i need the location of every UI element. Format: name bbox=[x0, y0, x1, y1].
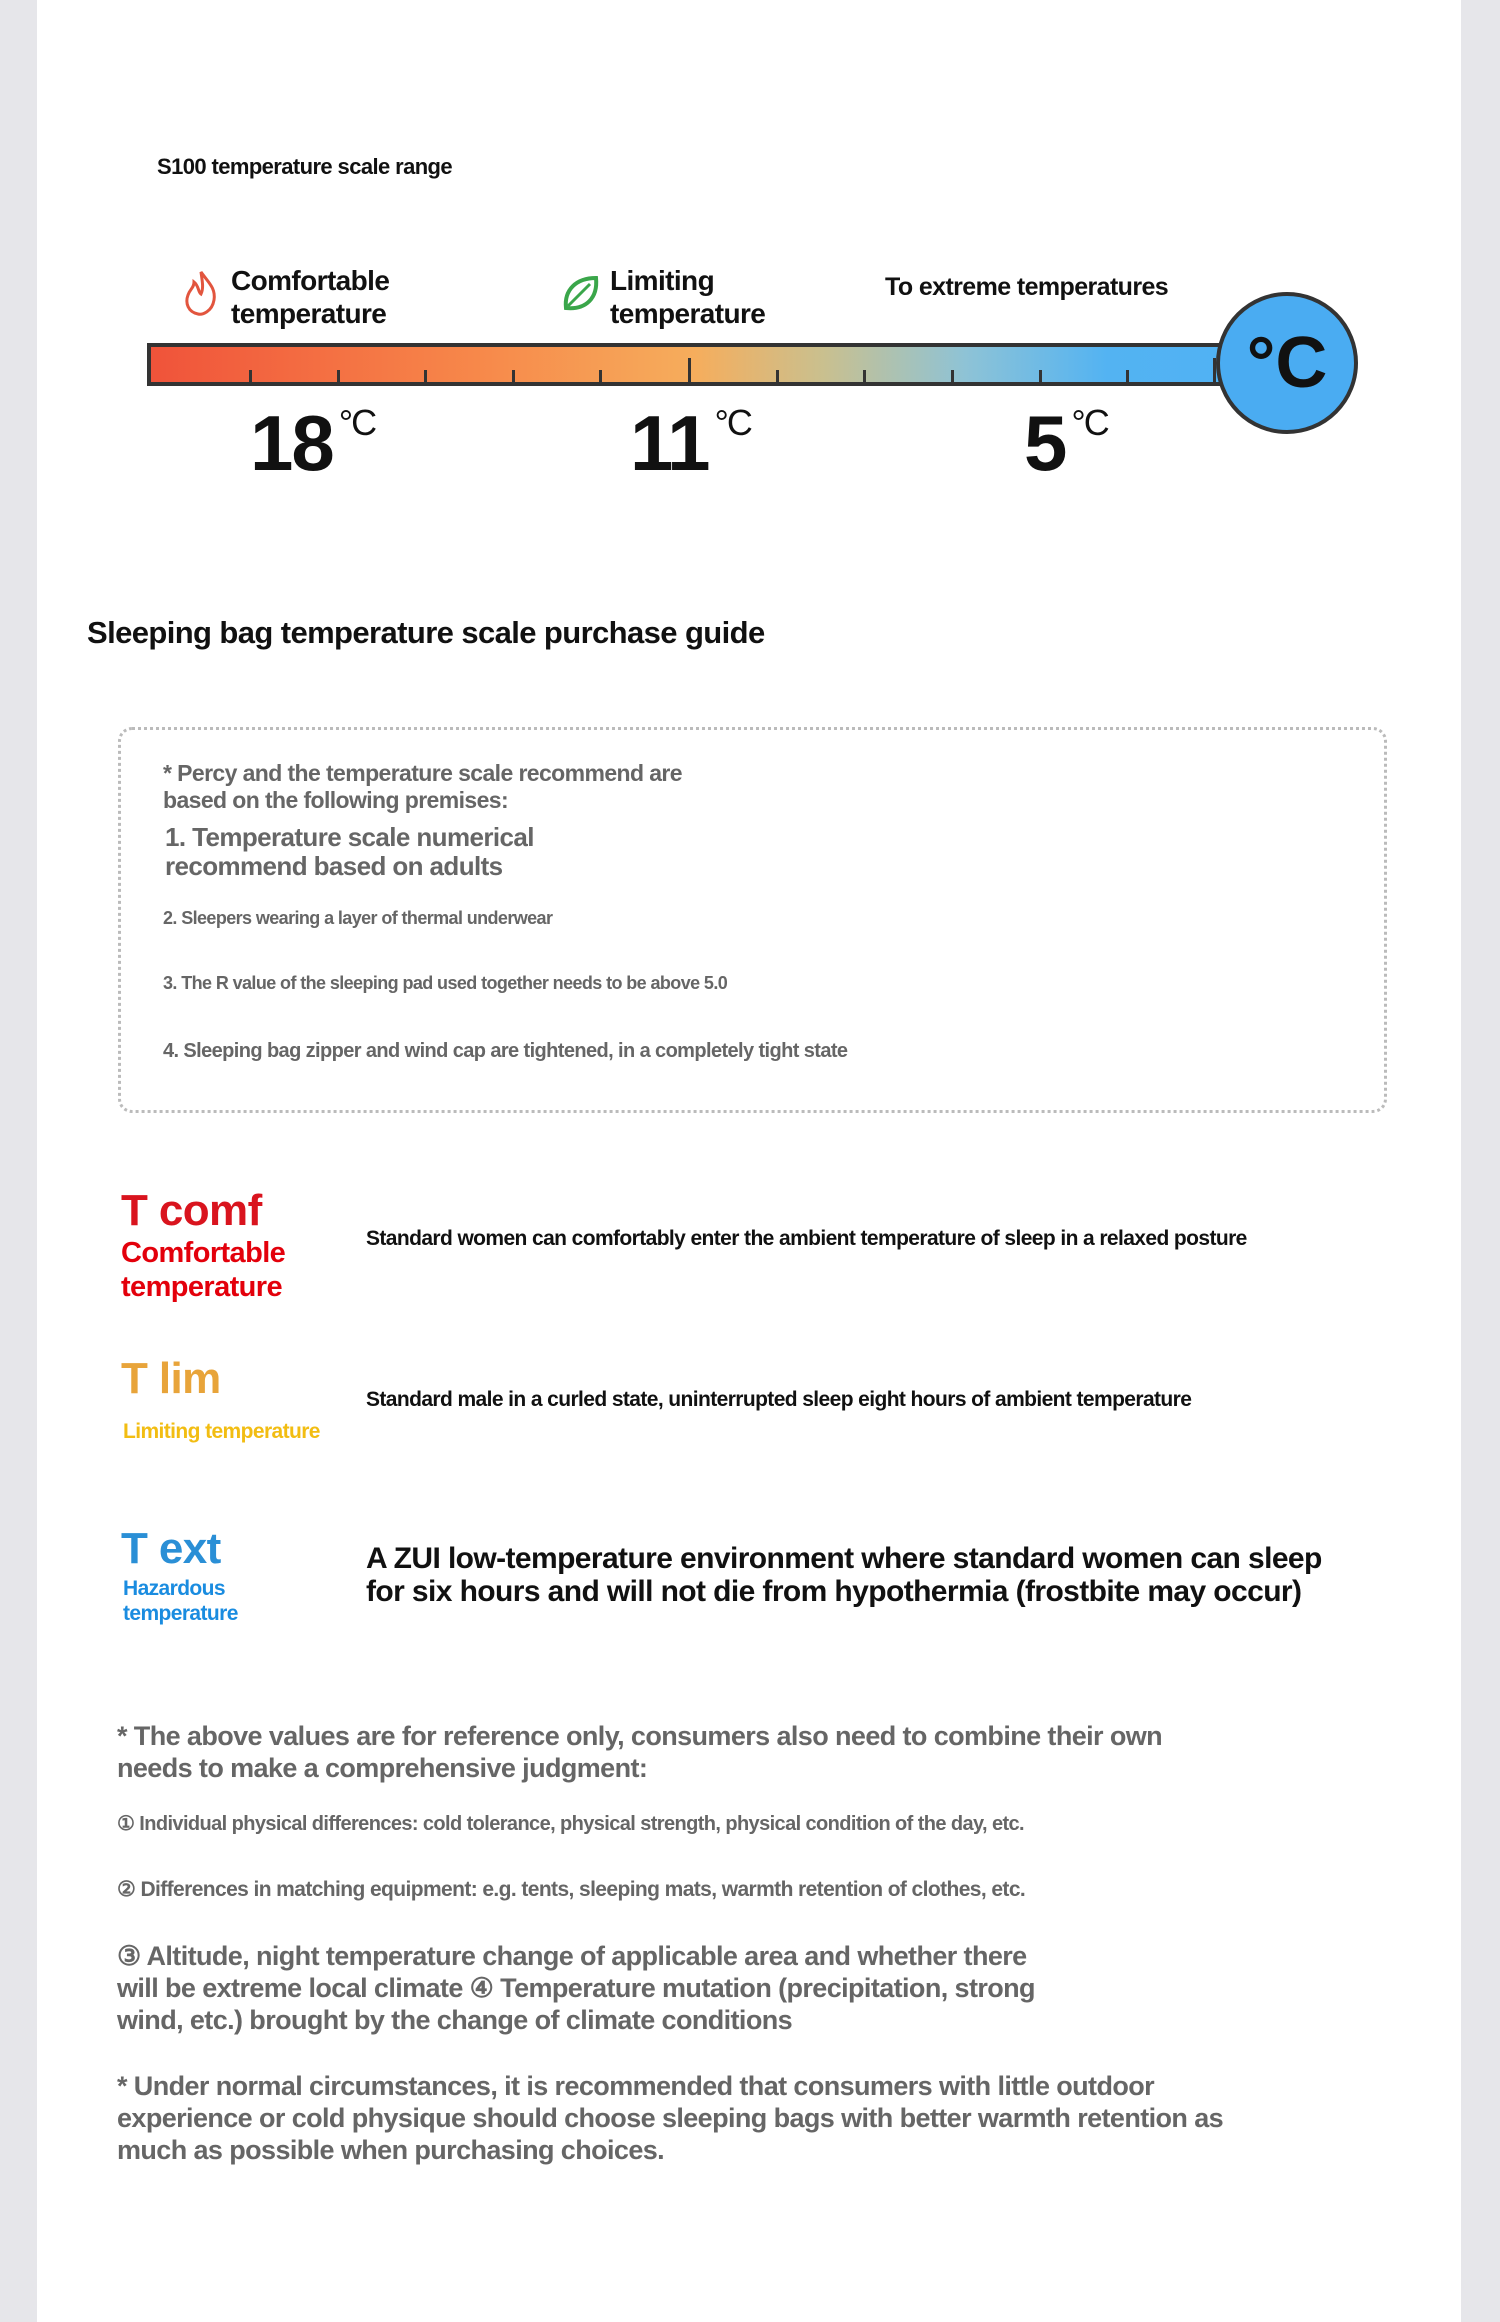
t-comf-code: T comf bbox=[121, 1186, 262, 1235]
scale-title: S100 temperature scale range bbox=[157, 154, 453, 179]
premise-3: 3. The R value of the sleeping pad used together needs to be above 5.0 bbox=[163, 973, 728, 993]
tick bbox=[424, 370, 427, 382]
t-lim-name: Limiting temperature bbox=[123, 1420, 320, 1443]
celsius-icon: °C bbox=[1246, 323, 1328, 403]
premise-intro: * Percy and the temperature scale recommend are based on the following premises: bbox=[163, 760, 682, 813]
t-lim-description: Standard male in a curled state, uninterrupted sleep eight hours of ambient temperature bbox=[366, 1388, 1192, 1411]
t-comf-description: Standard women can comfortably enter the ambient temperature of sleep in a relaxed posture bbox=[366, 1227, 1247, 1250]
tick bbox=[776, 370, 779, 382]
tick bbox=[1039, 370, 1042, 382]
tick bbox=[599, 370, 602, 382]
premise-1: 1. Temperature scale numerical recommend based on adults bbox=[165, 822, 534, 881]
t-ext-code: T ext bbox=[121, 1524, 221, 1573]
notes-intro: * The above values are for reference only, consumers also need to combine their own needs to make a comprehensive judgment: bbox=[117, 1721, 1163, 1783]
t-comf-name: Comfortable temperature bbox=[121, 1237, 286, 1303]
premise-2: 2. Sleepers wearing a layer of thermal underwear bbox=[163, 908, 553, 928]
premise-4: 4. Sleeping bag zipper and wind cap are tightened, in a completely tight state bbox=[163, 1040, 848, 1062]
marker-11: 11 $^{^\circ C}$ bbox=[630, 399, 751, 487]
note-item-1: ① Individual physical differences: cold tolerance, physical strength, physical condition of the day, etc. bbox=[117, 1813, 1025, 1835]
tick bbox=[512, 370, 515, 382]
tick bbox=[688, 358, 691, 382]
limiting-temperature-label: Limiting temperature bbox=[610, 265, 766, 329]
leaf-icon bbox=[560, 272, 602, 314]
thermometer-bar bbox=[147, 343, 1237, 386]
tick bbox=[951, 370, 954, 382]
comfortable-temperature-label: Comfortable temperature bbox=[231, 265, 390, 329]
extreme-temperature-label: To extreme temperatures bbox=[885, 273, 1169, 301]
t-lim-code: T lim bbox=[121, 1354, 221, 1403]
recommendation-note: * Under normal circumstances, it is recommended that consumers with little outdoor experience or cold physique should choose sleeping bags with better warmth retention as much as possible when purchasing choices. bbox=[117, 2071, 1224, 2165]
guide-heading: Sleeping bag temperature scale purchase guide bbox=[87, 615, 765, 650]
tick bbox=[249, 370, 252, 382]
marker-18: 18 $^{^\circ C}$ bbox=[250, 399, 376, 487]
note-items-3-4: ③ Altitude, night temperature change of applicable area and whether there will be extreme local climate ④ Temperature mutation (precipitation, strong wind, etc.) brought by the change of climate conditions bbox=[117, 1941, 1035, 2035]
tick bbox=[863, 370, 866, 382]
marker-5: 5 $^{^\circ C}$ bbox=[1024, 399, 1108, 487]
t-ext-description: A ZUI low-temperature environment where standard women can sleep for six hours and will not die from hypothermia (frostbite may occur) bbox=[366, 1542, 1322, 1608]
flame-icon bbox=[180, 268, 222, 318]
note-item-2: ② Differences in matching equipment: e.g. tents, sleeping mats, warmth retention of clothes, etc. bbox=[117, 1878, 1026, 1901]
t-ext-name: Hazardous temperature bbox=[123, 1577, 238, 1625]
tick bbox=[337, 370, 340, 382]
tick bbox=[1126, 370, 1129, 382]
thermometer-bulb bbox=[1216, 292, 1358, 434]
